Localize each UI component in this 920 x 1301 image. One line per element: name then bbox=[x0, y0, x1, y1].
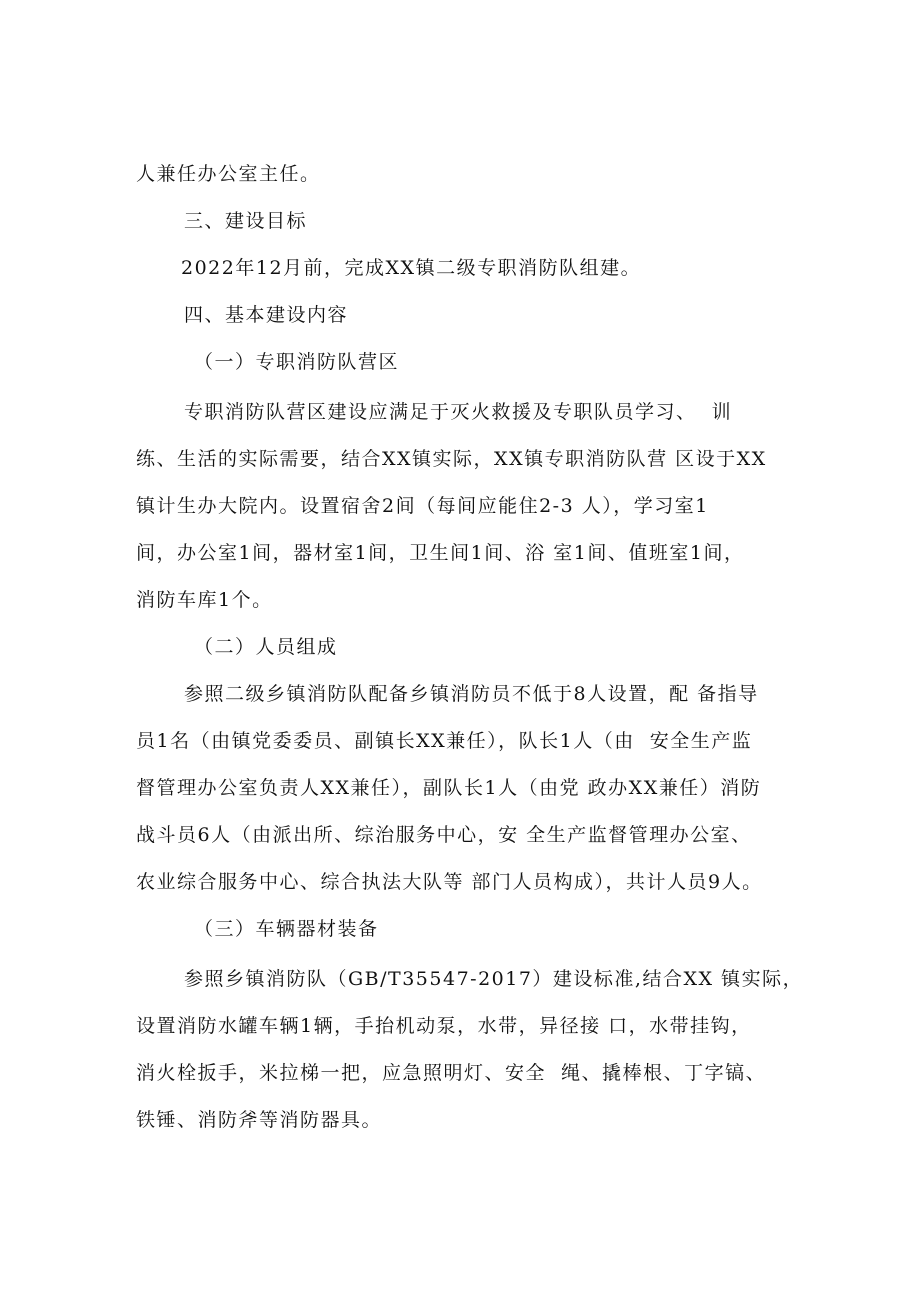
section-heading: 三、建设目标 bbox=[184, 210, 308, 232]
subsection-heading: （三）车辆器材装备 bbox=[194, 918, 379, 940]
text-line: 战斗员6人（由派出所、综治服务中心，安 全生产监督管理办公室、 bbox=[136, 824, 752, 846]
text-line: 督管理办公室负责人XX兼任），副队长1人（由党 政办XX兼任）消防 bbox=[136, 777, 762, 799]
text-line: 人兼任办公室主任。 bbox=[136, 163, 321, 185]
text-line: 间，办公室1间，器材室1间，卫生间1间、浴 室1间、值班室1间， bbox=[136, 542, 745, 564]
subsection-heading: （二）人员组成 bbox=[194, 636, 338, 658]
text-line: 专职消防队营区建设应满足于灭火救援及专职队员学习、 训 bbox=[184, 401, 733, 423]
text-line: 2022年12月前，完成XX镇二级专职消防队组建。 bbox=[181, 257, 642, 279]
text-line: 参照二级乡镇消防队配备乡镇消防员不低于8人设置，配 备指导 bbox=[184, 683, 759, 705]
section-heading: 四、基本建设内容 bbox=[184, 304, 349, 326]
text-line: 参照乡镇消防队（GB/T35547-2017）建设标准,结合XX 镇实际， bbox=[184, 968, 804, 990]
text-line: 练、生活的实际需要，结合XX镇实际，XX镇专职消防队营 区设于XX bbox=[136, 448, 767, 470]
text-line: 消火栓扳手，米拉梯一把，应急照明灯、安全 绳、撬棒根、丁字镐、 bbox=[136, 1062, 767, 1084]
subsection-heading: （一）专职消防队营区 bbox=[194, 351, 400, 373]
text-line: 农业综合服务中心、综合执法大队等 部门人员构成），共计人员9人。 bbox=[136, 871, 763, 893]
text-line: 员1名（由镇党委委员、副镇长XX兼任），队长1人（由 安全生产监 bbox=[136, 730, 753, 752]
text-line: 消防车库1个。 bbox=[136, 589, 273, 611]
text-line: 设置消防水罐车辆1辆，手抬机动泵，水带，异径接 口，水带挂钩， bbox=[136, 1015, 752, 1037]
text-line: 镇计生办大院内。设置宿舍2间（每间应能住2-3 人），学习室1 bbox=[136, 495, 709, 517]
text-line: 铁锤、消防斧等消防器具。 bbox=[136, 1109, 383, 1131]
